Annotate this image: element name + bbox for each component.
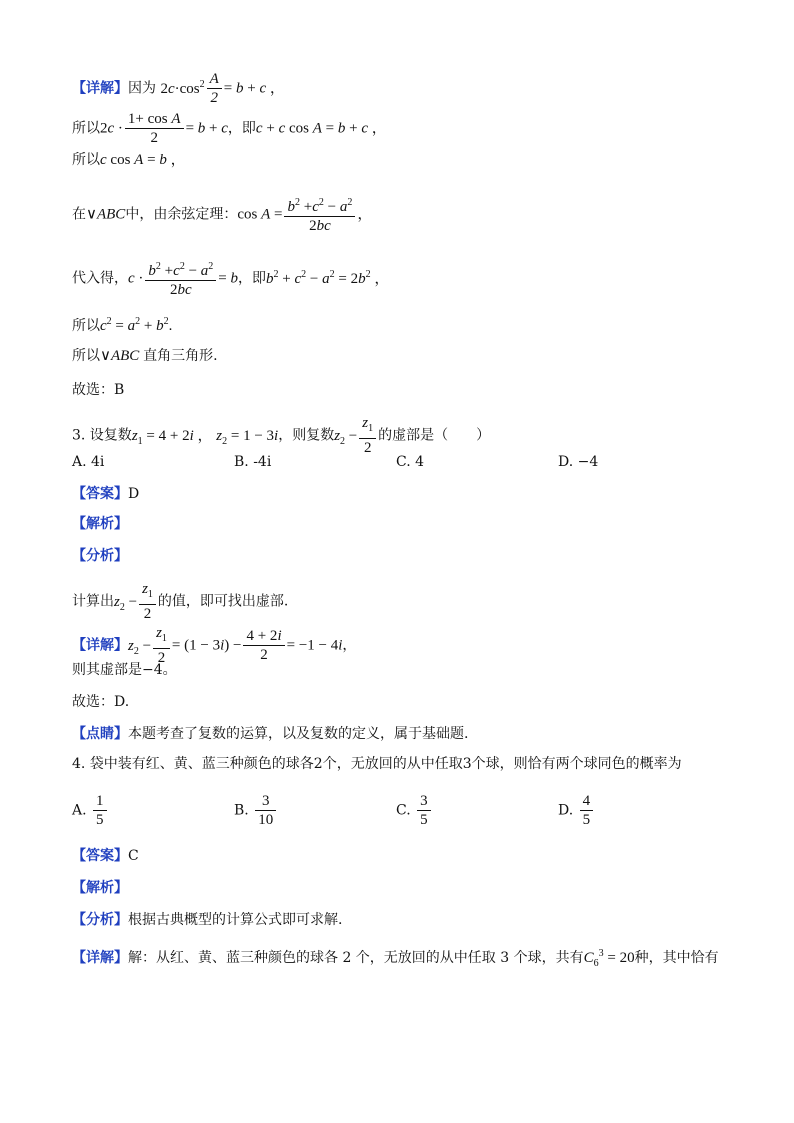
q2-line-2: 所以2c · $\frac{\text{1+ cos A}}{2}$ = b + c，即c + c cos A = b + c ， bbox=[72, 111, 387, 146]
detail-tag: 【详解】 bbox=[72, 80, 128, 97]
q3-dianjing: 【点睛】本题考查了复数的运算，以及复数的定义，属于基础题. bbox=[72, 726, 469, 742]
q3-stem: 3. 设复数$z_1 = 4 + 2i$ ， $z_2 = 1 - 3i$，则复数$z_2$ − $\frac{z_1}{2}$ 的虚部是（ ） bbox=[72, 415, 491, 456]
q4-answer: 【答案】C bbox=[72, 848, 139, 864]
q3-detail: 【详解】$z_2$ − $\frac{z_1}{2}$ = (1 − 3i) − $\frac{4 + 2i}{2}$ = −1 − 4i， bbox=[72, 625, 357, 666]
q3-option-a: A. 4i bbox=[72, 454, 105, 470]
q4-analysis: 【解析】 bbox=[72, 880, 128, 896]
q4-option-a: A. $\frac{1}{5}$ bbox=[72, 792, 109, 829]
q4-fenxi: 【分析】根据古典概型的计算公式即可求解. bbox=[72, 912, 343, 928]
q3-option-c: C. 4 bbox=[396, 454, 425, 470]
q2-line-6: 所以$c^2 = a^2 + b^2$. bbox=[72, 316, 173, 334]
q3-choose: 故选：D. bbox=[72, 694, 130, 710]
q2-line-7: 所以∨ABC 直角三角形. bbox=[72, 348, 218, 364]
q3-fenxi: 计算出$z_2$ − $\frac{z_1}{2}$ 的值，即可找出虚部. bbox=[72, 581, 289, 622]
q3-option-d: D. −4 bbox=[558, 454, 599, 470]
q3-option-b: B. -4i bbox=[234, 454, 272, 470]
q3-imag: 则其虚部是−4。 bbox=[72, 662, 177, 678]
q3-fenxi-tag: 【分析】 bbox=[72, 548, 128, 564]
q4-detail: 【详解】解：从红、黄、蓝三种颜色的球各 2 个，无放回的从中任取 3 个球，共有$C_6^3 = 20$种，其中恰有 bbox=[72, 948, 719, 969]
q2-line-5: 代入得，c · $\frac{b^2 +c^2 - a^2}{2bc}$ = b，即$b^2 + c^2 - a^2 = 2b^2$ ， bbox=[72, 258, 389, 299]
q2-line-3: 所以c cos A = b ， bbox=[72, 152, 186, 168]
q3-analysis: 【解析】 bbox=[72, 516, 128, 532]
q2-choose: 故选：B bbox=[72, 382, 125, 398]
q4-option-b: B. $\frac{3}{10}$ bbox=[234, 792, 278, 829]
q4-option-d: D. $\frac{4}{5}$ bbox=[558, 792, 595, 829]
q3-answer: 【答案】D bbox=[72, 486, 140, 502]
q2-line-4: 在∨ABC中，由余弦定理：cos A = $\frac{b^2 +c^2 - a^2}{2bc}$ ， bbox=[72, 194, 372, 235]
q4-option-c: C. $\frac{3}{5}$ bbox=[396, 792, 433, 829]
q2-line-1: 【详解】因为 $2c\cdot\cos^2$ $\frac{A}{2}$ = b + c ， bbox=[72, 71, 285, 106]
q4-stem: 4. 袋中装有红、黄、蓝三种颜色的球各2个，无放回的从中任取3个球，则恰有两个球同色的概率为 bbox=[72, 756, 682, 772]
